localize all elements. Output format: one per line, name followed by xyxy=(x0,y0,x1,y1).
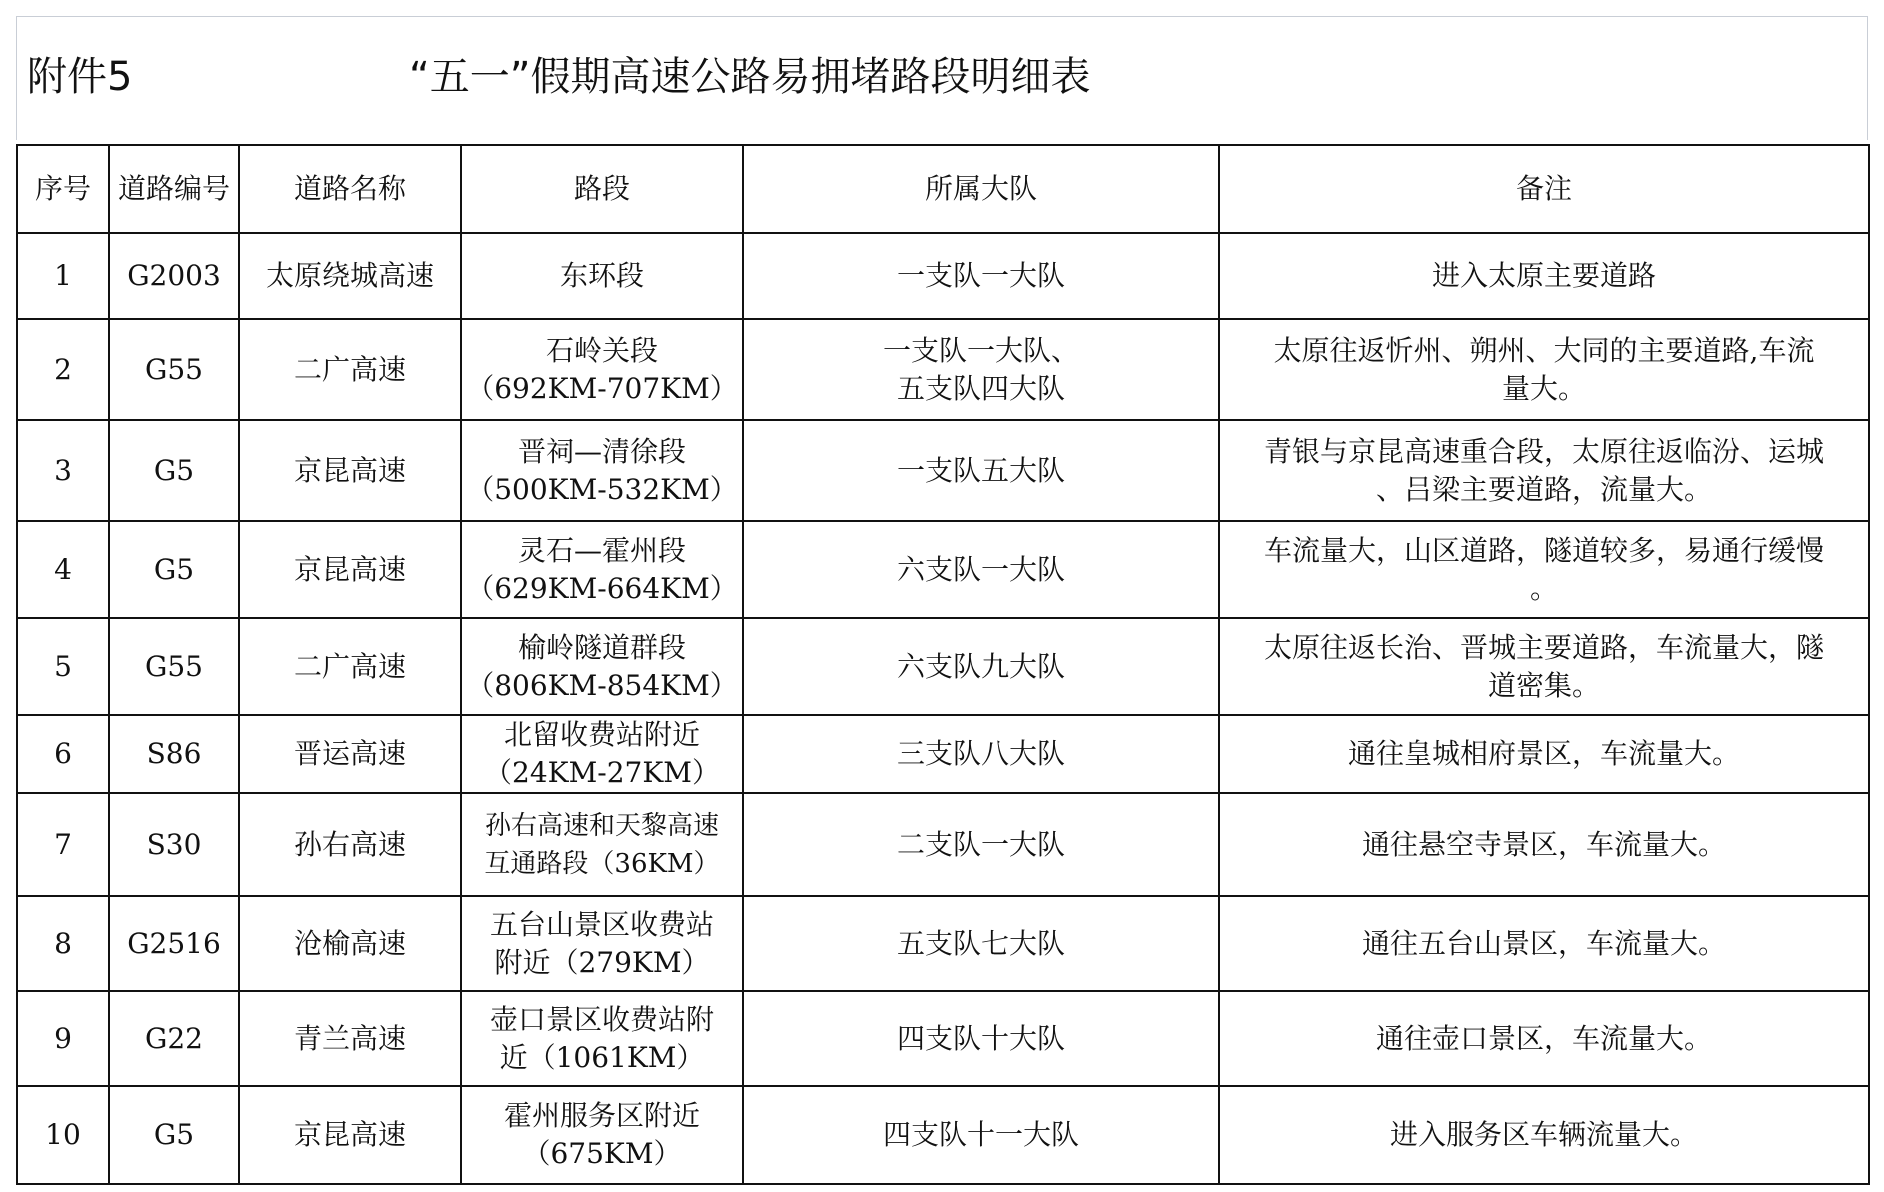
road-name-cell: 沧榆高速 xyxy=(239,896,461,991)
column-header-road-code: 道路编号 xyxy=(109,145,239,233)
road-section-cell: 晋祠—清徐段 （500KM-532KM） xyxy=(461,420,743,521)
road-code-cell: G2516 xyxy=(109,896,239,991)
row-number-cell: 7 xyxy=(17,793,109,896)
row-number-cell: 6 xyxy=(17,715,109,793)
road-section-cell: 北留收费站附近 （24KM-27KM） xyxy=(461,715,743,793)
note-cell: 进入服务区车辆流量大。 xyxy=(1219,1086,1869,1184)
brigade-cell: 五支队七大队 xyxy=(743,896,1219,991)
note-cell: 通往皇城相府景区，车流量大。 xyxy=(1219,715,1869,793)
annex-label: 附件5 xyxy=(27,54,133,100)
brigade-cell: 六支队一大队 xyxy=(743,521,1219,618)
brigade-cell: 四支队十大队 xyxy=(743,991,1219,1086)
road-name-cell: 京昆高速 xyxy=(239,420,461,521)
road-section-cell: 霍州服务区附近 （675KM） xyxy=(461,1086,743,1184)
road-name-cell: 二广高速 xyxy=(239,319,461,420)
brigade-cell: 六支队九大队 xyxy=(743,618,1219,715)
road-name-cell: 孙右高速 xyxy=(239,793,461,896)
road-code-cell: G55 xyxy=(109,618,239,715)
document-title: “五一”假期高速公路易拥堵路段明细表 xyxy=(409,54,1091,100)
road-name-cell: 太原绕城高速 xyxy=(239,233,461,319)
table-row xyxy=(17,896,1869,991)
table-row xyxy=(17,521,1869,618)
road-code-cell: G2003 xyxy=(109,233,239,319)
brigade-cell: 三支队八大队 xyxy=(743,715,1219,793)
row-number-cell: 10 xyxy=(17,1086,109,1184)
note-cell: 通往五台山景区，车流量大。 xyxy=(1219,896,1869,991)
road-name-cell: 二广高速 xyxy=(239,618,461,715)
note-cell: 青银与京昆高速重合段，太原往返临汾、运城 、吕梁主要道路，流量大。 xyxy=(1219,420,1869,521)
row-number-cell: 1 xyxy=(17,233,109,319)
title-area xyxy=(16,16,1868,140)
table-row xyxy=(17,618,1869,715)
row-number-cell: 8 xyxy=(17,896,109,991)
column-header-road-name: 道路名称 xyxy=(239,145,461,233)
road-name-cell: 京昆高速 xyxy=(239,1086,461,1184)
table-row xyxy=(17,793,1869,896)
road-code-cell: G5 xyxy=(109,420,239,521)
table-row xyxy=(17,233,1869,319)
road-section-cell: 孙右高速和天黎高速 互通路段（36KM） xyxy=(461,793,743,896)
note-cell: 通往壶口景区，车流量大。 xyxy=(1219,991,1869,1086)
note-cell: 太原往返长治、晋城主要道路，车流量大，隧 道密集。 xyxy=(1219,618,1869,715)
brigade-cell: 一支队一大队、 五支队四大队 xyxy=(743,319,1219,420)
note-cell: 车流量大，山区道路，隧道较多，易通行缓慢 。 xyxy=(1219,521,1869,618)
column-header-note: 备注 xyxy=(1219,145,1869,233)
road-code-cell: S30 xyxy=(109,793,239,896)
road-name-cell: 晋运高速 xyxy=(239,715,461,793)
column-header-no: 序号 xyxy=(17,145,109,233)
row-number-cell: 9 xyxy=(17,991,109,1086)
road-code-cell: G22 xyxy=(109,991,239,1086)
row-number-cell: 4 xyxy=(17,521,109,618)
road-code-cell: S86 xyxy=(109,715,239,793)
table-body xyxy=(17,233,1869,1184)
road-code-cell: G5 xyxy=(109,1086,239,1184)
road-section-cell: 壶口景区收费站附 近（1061KM） xyxy=(461,991,743,1086)
table-row xyxy=(17,715,1869,793)
note-cell: 太原往返忻州、朔州、大同的主要道路,车流 量大。 xyxy=(1219,319,1869,420)
brigade-cell: 四支队十一大队 xyxy=(743,1086,1219,1184)
congestion-section-table xyxy=(16,144,1870,1185)
road-code-cell: G5 xyxy=(109,521,239,618)
road-code-cell: G55 xyxy=(109,319,239,420)
column-header-brigade: 所属大队 xyxy=(743,145,1219,233)
table-header-row xyxy=(17,145,1869,233)
row-number-cell: 3 xyxy=(17,420,109,521)
row-number-cell: 2 xyxy=(17,319,109,420)
road-section-cell: 东环段 xyxy=(461,233,743,319)
road-section-cell: 石岭关段 （692KM-707KM） xyxy=(461,319,743,420)
table-row xyxy=(17,1086,1869,1184)
brigade-cell: 一支队一大队 xyxy=(743,233,1219,319)
column-header-section: 路段 xyxy=(461,145,743,233)
road-name-cell: 京昆高速 xyxy=(239,521,461,618)
road-section-cell: 灵石—霍州段 （629KM-664KM） xyxy=(461,521,743,618)
brigade-cell: 二支队一大队 xyxy=(743,793,1219,896)
row-number-cell: 5 xyxy=(17,618,109,715)
road-name-cell: 青兰高速 xyxy=(239,991,461,1086)
note-cell: 进入太原主要道路 xyxy=(1219,233,1869,319)
table-row xyxy=(17,319,1869,420)
brigade-cell: 一支队五大队 xyxy=(743,420,1219,521)
road-section-cell: 五台山景区收费站 附近（279KM） xyxy=(461,896,743,991)
note-cell: 通往悬空寺景区，车流量大。 xyxy=(1219,793,1869,896)
table-row xyxy=(17,420,1869,521)
road-section-cell: 榆岭隧道群段 （806KM-854KM） xyxy=(461,618,743,715)
table-row xyxy=(17,991,1869,1086)
